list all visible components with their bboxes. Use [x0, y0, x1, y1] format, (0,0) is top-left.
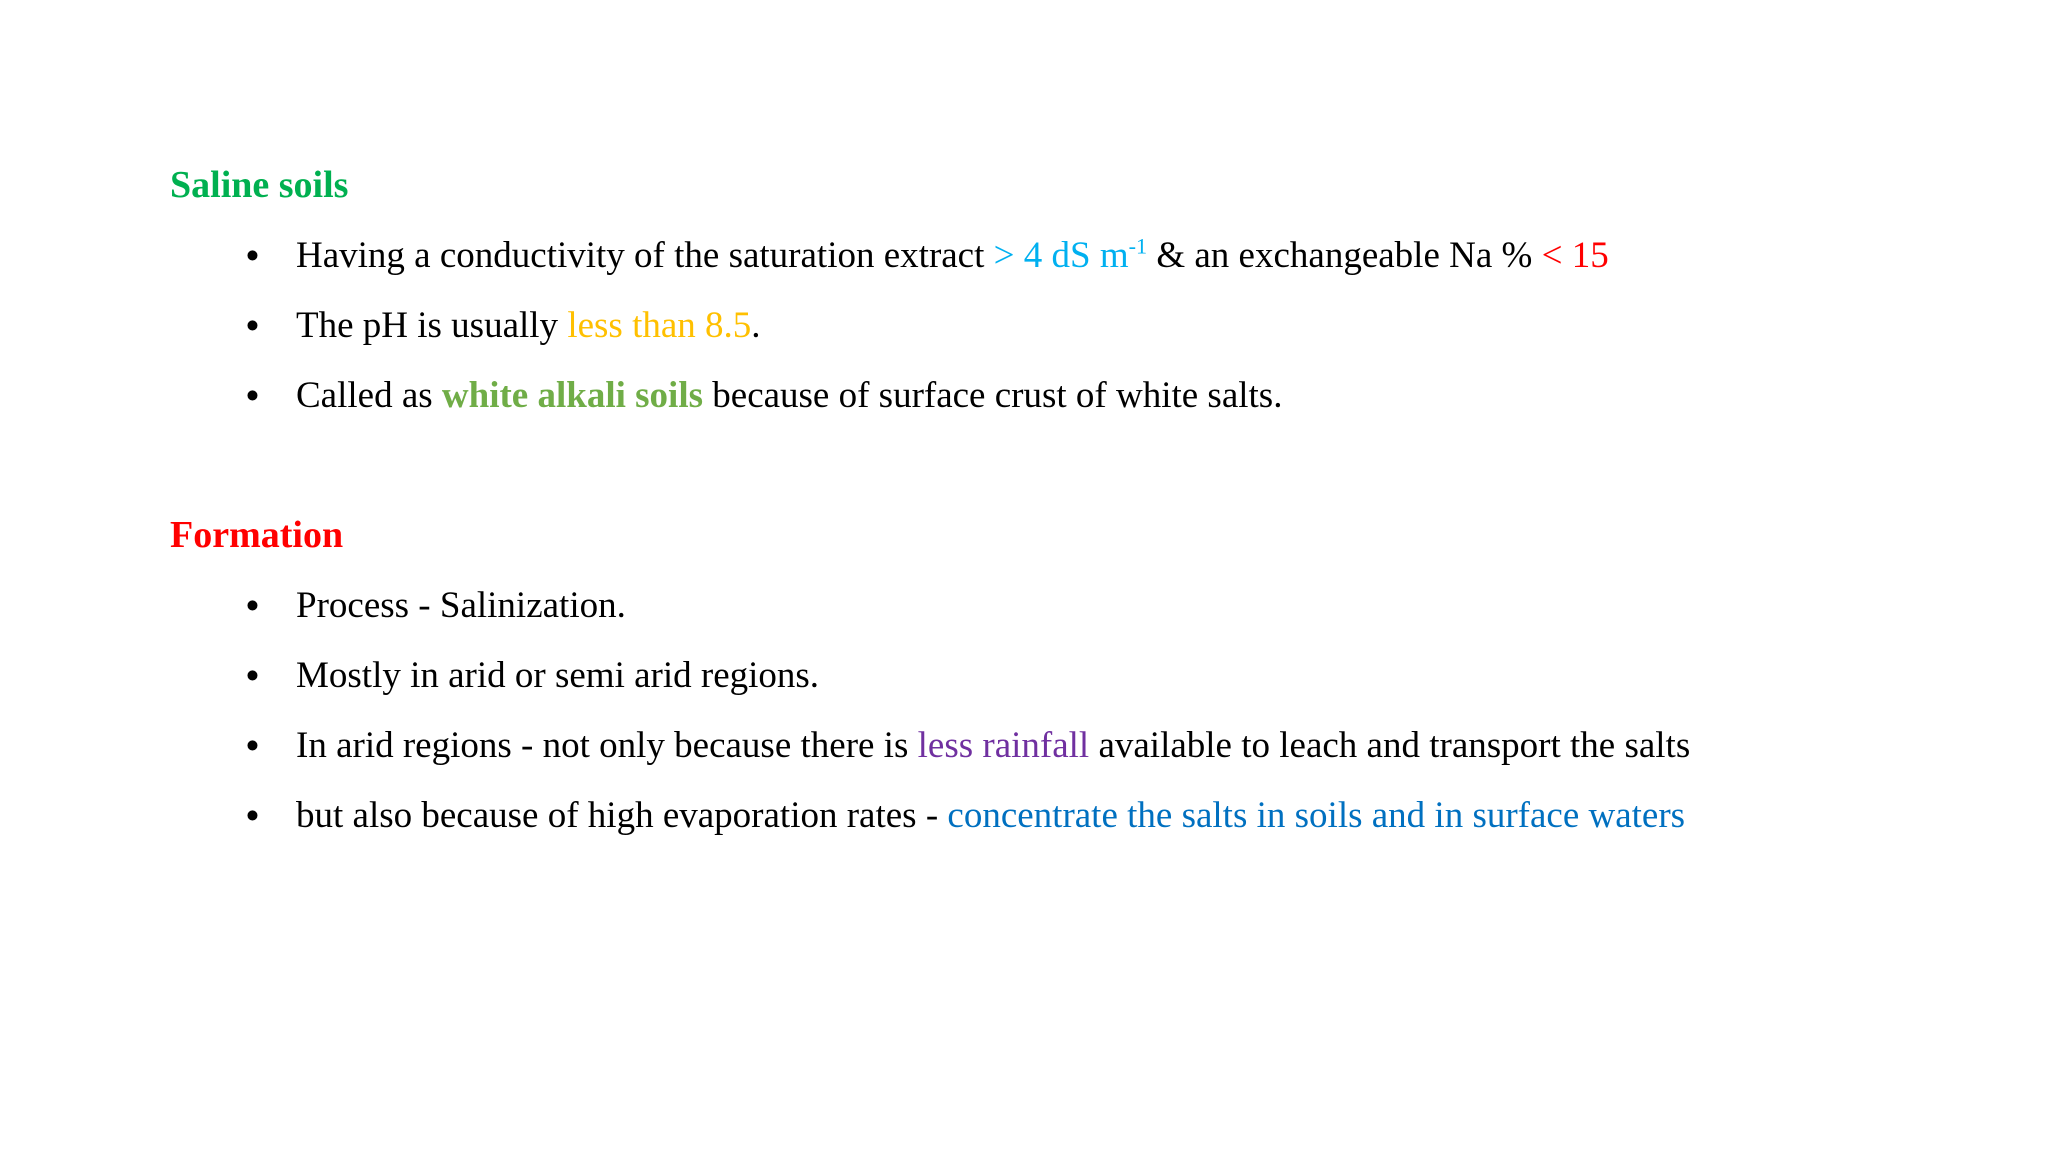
text-segment: The pH is usually	[296, 305, 568, 346]
text-segment: but also because of high evaporation rates -	[296, 795, 948, 836]
bullet-text	[296, 307, 761, 344]
white-alkali-term: white alkali soils	[441, 375, 704, 416]
less-rainfall-term: less rainfall	[917, 725, 1090, 766]
text-segment: Called as	[296, 375, 442, 416]
bullet-dot: •	[246, 375, 259, 416]
text-segment: .	[751, 305, 761, 346]
bullet-text: Mostly in arid or semi arid regions.	[296, 655, 820, 696]
conductivity-value: > 4 dS m	[993, 235, 1129, 276]
bullet-text	[296, 797, 1685, 834]
text-segment: available to leach and transport the salts	[1089, 725, 1691, 766]
bullet-dot: •	[246, 655, 259, 696]
bullet-dot: •	[246, 235, 259, 276]
saline-soils-heading: Saline soils	[170, 164, 349, 206]
bullet-text	[296, 377, 1282, 414]
bullet-text: Process - Salinization.	[296, 585, 626, 626]
text-segment: because of surface crust of white salts.	[703, 375, 1283, 416]
text-segment: Having a conductivity of the saturation extract	[296, 235, 994, 276]
concentrate-salts-term: concentrate the salts in soils and in surface waters	[947, 795, 1686, 836]
text-segment: In arid regions - not only because there is	[296, 725, 918, 766]
bullet-dot: •	[246, 725, 259, 766]
bullet-text	[296, 727, 1690, 764]
text-segment: & an exchangeable Na %	[1147, 235, 1542, 276]
ph-value: less than 8.5	[567, 305, 752, 346]
formation-heading: Formation	[170, 514, 344, 556]
bullet-dot: •	[246, 795, 259, 836]
na-percent-value: < 15	[1541, 235, 1609, 276]
bullet-dot: •	[246, 585, 259, 626]
bullet-dot: •	[246, 305, 259, 346]
conductivity-exponent: -1	[1128, 233, 1148, 259]
bullet-text	[296, 233, 1609, 276]
